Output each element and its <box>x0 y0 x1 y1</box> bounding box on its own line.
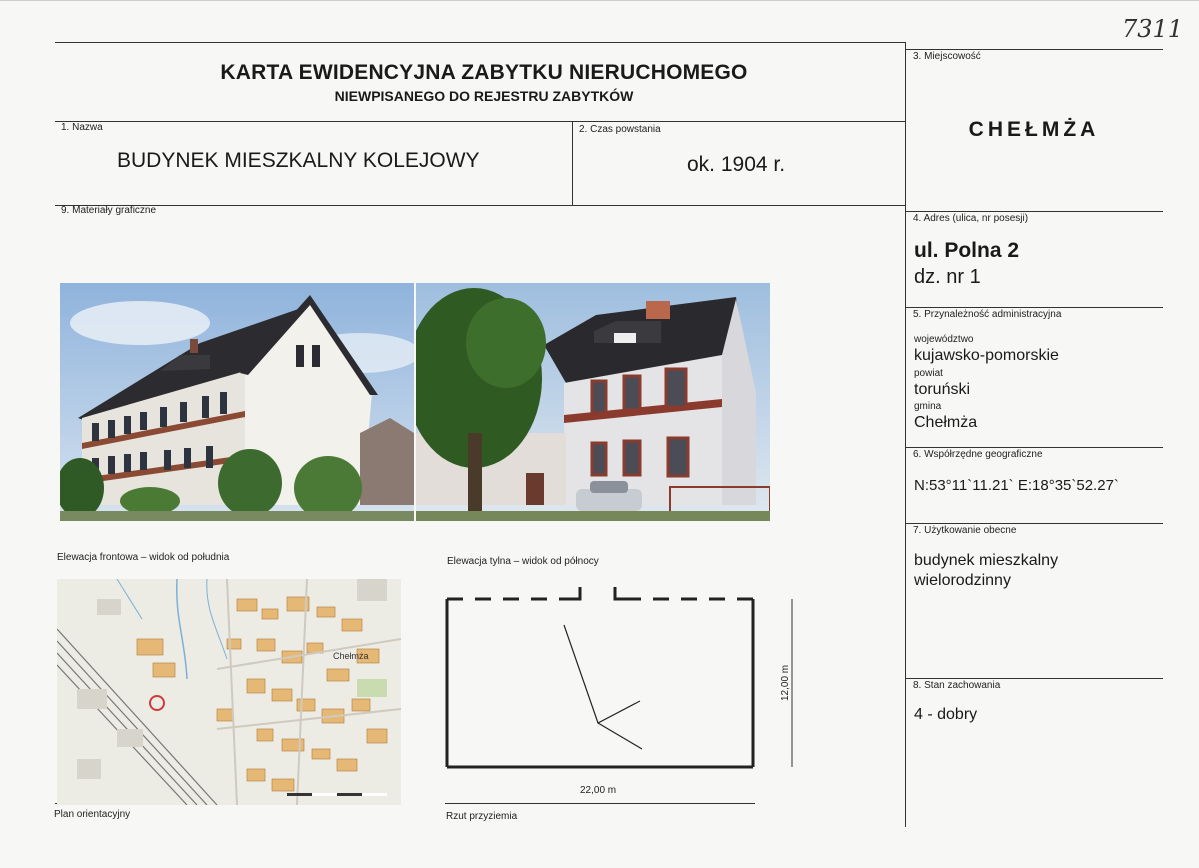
divider <box>905 523 1163 524</box>
field-value-stan: 4 - dobry <box>914 706 978 723</box>
divider <box>572 121 573 205</box>
field-value-miejscowosc: CHEŁMŻA <box>968 118 1100 141</box>
field-label-miejscowosc: 3. Miejscowość <box>913 51 981 62</box>
commune-value: Chełmża <box>914 414 978 431</box>
map-town-label: Chełmża <box>333 651 369 661</box>
field-label-przynaleznosc: 5. Przynależność administracyjna <box>913 309 1062 320</box>
floorplan-width-label: 22,00 m <box>580 785 617 796</box>
caption-front: Elewacja frontowa – widok od południa <box>57 552 230 563</box>
divider <box>55 205 905 206</box>
county-label: powiat <box>914 368 943 379</box>
divider <box>905 42 906 827</box>
voivodeship-value: kujawsko-pomorskie <box>914 347 1059 364</box>
field-label-nazwa: 1. Nazwa <box>61 122 103 133</box>
divider <box>905 211 1163 212</box>
floorplan-height-label: 12,00 m <box>780 664 791 701</box>
page-subtitle: NIEWPISANEGO DO REJESTRU ZABYTKÓW <box>334 88 634 104</box>
floor-plan <box>440 579 800 805</box>
divider <box>905 307 1163 308</box>
orientation-map <box>57 579 401 805</box>
field-value-wspolrzedne: N:53°11`11.21` E:18°35`52.27` <box>914 477 1119 494</box>
photo-front-elevation <box>60 283 414 521</box>
caption-back: Elewacja tylna – widok od północy <box>447 556 599 567</box>
field-label-stan: 8. Stan zachowania <box>913 680 1001 691</box>
divider <box>55 42 905 43</box>
field-value-czas: ok. 1904 r. <box>687 153 786 176</box>
caption-rzut: Rzut przyziemia <box>446 811 518 822</box>
field-label-wspolrzedne: 6. Współrzędne geograficzne <box>913 449 1043 460</box>
divider <box>905 678 1163 679</box>
divider <box>905 447 1163 448</box>
divider <box>905 49 1163 50</box>
caption-plan: Plan orientacyjny <box>54 809 131 820</box>
field-value-uzytkowanie-1: budynek mieszkalny <box>914 552 1059 569</box>
field-label-materialy: 9. Materiały graficzne <box>61 205 157 216</box>
photo-rear-elevation <box>416 283 770 521</box>
field-value-adres-plot: dz. nr 1 <box>914 266 981 288</box>
county-value: toruński <box>914 381 971 398</box>
field-value-nazwa: BUDYNEK MIESZKALNY KOLEJOWY <box>117 149 480 172</box>
card-number: 7311 <box>1122 15 1184 43</box>
field-label-uzytkowanie: 7. Użytkowanie obecne <box>913 525 1017 536</box>
page-title: KARTA EWIDENCYJNA ZABYTKU NIERUCHOMEGO <box>220 61 748 84</box>
commune-label: gmina <box>914 401 942 412</box>
divider <box>55 121 905 122</box>
field-value-uzytkowanie-2: wielorodzinny <box>914 572 1011 589</box>
voivodeship-label: województwo <box>914 334 974 345</box>
field-value-adres-street: ul. Polna 2 <box>914 239 1020 262</box>
field-label-czas: 2. Czas powstania <box>579 124 661 135</box>
field-label-adres: 4. Adres (ulica, nr posesji) <box>913 213 1029 224</box>
